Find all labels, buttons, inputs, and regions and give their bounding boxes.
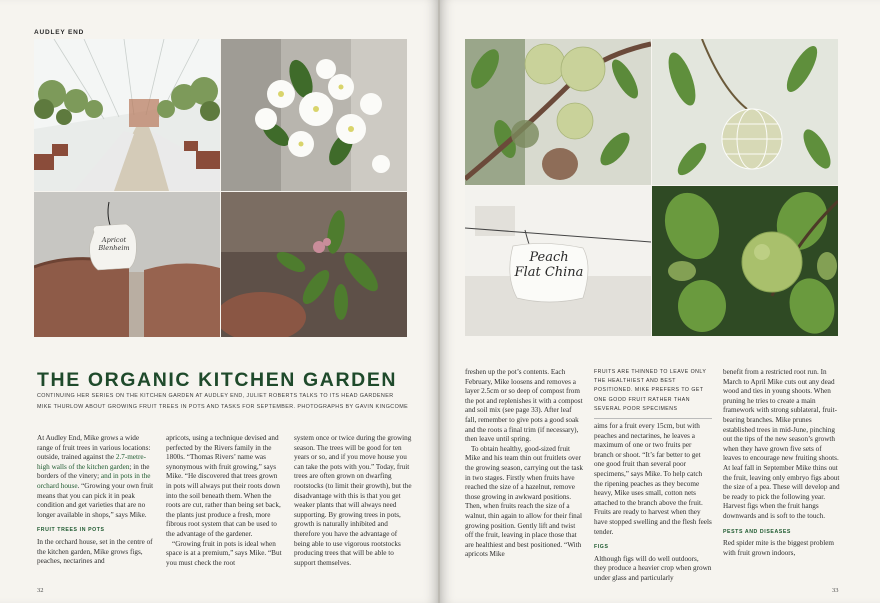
subhead-fruit-trees-in-pots: FRUIT TREES IN POTS <box>37 527 105 534</box>
apricot-tag-line2: Blenheim <box>98 244 130 252</box>
subhead-figs: FIGS <box>594 544 609 551</box>
peach-tag-line1: Peach <box>529 250 569 265</box>
body-column-5 <box>594 368 712 584</box>
col5-paragraph-1: aims for a fruit every 15cm, but with peaches and nectarines, he leaves a maximum of one or two fruits per branch or shoot. “It’s far better to get one good fruit than several poor specimens,” says Mike. To help catch the ripening peaches as they become heavy, Mike uses small, cotton nets attached to the branch above the fruit. Fruits are ready to harvest when they have stopped swelling and the flesh feels tender. <box>594 422 712 536</box>
pull-quote: FRUITS ARE THINNED TO LEAVE ONLY THE HEALTHIEST AND BEST POSITIONED. MIKE PREFERS TO GET ONE GOOD FRUIT RATHER THAN SEVERAL POOR SPECIMENS <box>594 368 712 419</box>
photo-orchard-house <box>34 39 220 191</box>
section-label: AUDLEY END <box>34 29 85 36</box>
photo-fig <box>652 186 838 336</box>
subhead-pests-and-diseases: PESTS AND DISEASES <box>723 528 791 535</box>
page-number-right: 33 <box>832 587 839 594</box>
highlight-walls: 2.7-metre-high walls of the kitchen garden <box>37 453 146 471</box>
col1-paragraph-2: In the orchard house, set in the centre of the kitchen garden, Mike grows figs, peaches, nectarines and <box>37 537 153 566</box>
photo-peaches <box>465 39 651 185</box>
body-column-3 <box>294 434 412 568</box>
col6-paragraph-2: Red spider mite is the biggest problem with fruit grown indoors, <box>723 539 834 557</box>
col2-paragraph-2: “Growing fruit in pots is ideal when space is at a premium,” says Mike. “But you must check the root <box>166 539 282 567</box>
col1-paragraph-1: At Audley End, Mike grows a wide range of fruit trees in various locations: outside, trained against the 2.7-metre-high walls of the kitchen garden; in the borders of the vinery; and in pots in the orchard house. “Growing your own fruit means that you can pick it in peak condition and get varieties that are no longer available in shops,” says Mike. <box>37 434 154 519</box>
body-column-4 <box>465 368 583 560</box>
photo-apricot-tag <box>34 192 220 337</box>
col4-paragraph-2: To obtain healthy, good-sized fruit Mike and his team thin out fruitlets over the growing season, carrying out the task in two stages. Firstly when fruits have reached the size of a hazelnut, remove those growing in awkward positions. Then, when fruits reach the size of a walnut, thin again to allow for their final growing position. Gently lift and twist off the fruit, leaving in place those that are healthiest and best positioned. “With apricots Mike <box>465 444 583 559</box>
photo-peach-net <box>652 39 838 185</box>
left-page <box>0 0 438 603</box>
page-number-left: 32 <box>37 587 44 594</box>
apricot-tag-line1: Apricot <box>101 236 127 244</box>
article-dek <box>37 391 409 412</box>
body-column-2 <box>166 434 284 568</box>
peach-tag-text <box>509 250 589 280</box>
right-page <box>440 0 880 603</box>
photo-leaves <box>221 192 407 337</box>
dek-line-1: CONTINUING HER SERIES ON THE KITCHEN GARDEN AT AUDLEY END, JULIET ROBERTS TALKS TO ITS HEAD GARDENER <box>37 393 394 399</box>
article-title: THE ORGANIC KITCHEN GARDEN <box>37 369 398 391</box>
col2-paragraph-1: apricots, using a technique devised and perfected by the Rivers family in the 1800s. “Thomas Rivers’ name was synonymous with fruit growing,” says Mike. “He discovered that trees grown in pots will always put their roots down into the soil beneath them. When the roots are cut, rather than being set back, the plants just produce a fresh, more fibrous root system that can be used to the advantage of the gardener. <box>166 434 281 538</box>
photo-peach-tag <box>465 186 651 336</box>
col4-paragraph-1: freshen up the pot’s contents. Each February, Mike loosens and removes a layer 2.5cm or so deep of compost from the pot and replenishes it with a compost and soil mix (see page 33). After leaf fall, remember to give pots a good soak and the roots a final trim (if necessary), then leave until spring. <box>465 368 583 444</box>
photo-blossom <box>221 39 407 191</box>
dek-line-2: MIKE THURLOW ABOUT GROWING FRUIT TREES IN POTS AND TASKS FOR SEPTEMBER. PHOTOGRAPHS BY GAVIN KINGCOME <box>37 403 409 410</box>
highlight-pots: and in pots in the orchard house <box>37 472 151 490</box>
col6-paragraph-1: benefit from a restricted root run. In March to April Mike cuts out any dead wood and ties in young shoots. When pruning he tries to create a main framework with strong sublateral, fruit-bearing branches. Mike prunes established trees in mid-June, pinching out the tips of the new season’s growth when they have grown five sets of leaves to encourage new fruiting shoots. At leaf fall in September Mike thins out the fruit, leaving only embryo figs about the size of a pea. These will develop and be ready to pick the following year. Harvest figs when the fruit hangs downwards and is soft to the touch. <box>723 368 840 520</box>
col3-paragraph-1: system once or twice during the growing season. The trees will be good for ten years or so, and if you move house you can take the pots with you.” Today, fruit trees are often grown on dwarfing rootstocks (to limit their growth), but the disadvantage with this is that you get weaker plants that will always need supporting. By growing trees in pots, growth is naturally inhibited and therefore you have the advantage of being able to use vigorous rootstocks producing trees that will be able to support themselves. <box>294 434 412 567</box>
body-column-1 <box>37 434 156 567</box>
body-column-6 <box>723 368 841 558</box>
apricot-tag-text <box>94 236 134 252</box>
col5-paragraph-2: Although figs will do well outdoors, they produce a heavier crop when grown under glass and particularly <box>594 554 712 582</box>
peach-tag-line2: Flat China <box>514 265 584 280</box>
